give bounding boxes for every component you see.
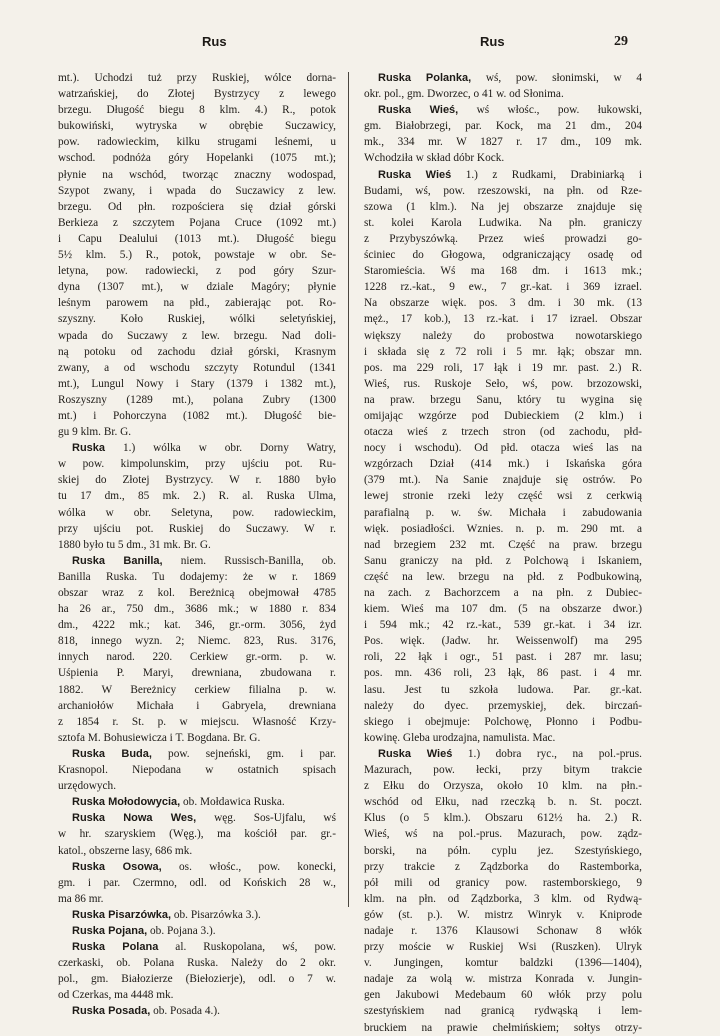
text-line (58, 714, 336, 730)
line-text: gu 9 klm. Br. G. (58, 426, 132, 439)
text-line (58, 987, 336, 1003)
line-text: płynie na wschód, tworząc znaczny wodospad, (58, 168, 336, 181)
line-text: Wchodziła w skład dóbr Kock. (364, 152, 505, 165)
text-line (364, 907, 642, 923)
entry-headword: Ruska Wieś (378, 168, 452, 181)
text-line (58, 537, 336, 553)
text-line (58, 392, 336, 408)
line-text: męż., 17 kob.), 13 rz.-kat. i 17 izrael. Obszar (364, 313, 642, 326)
text-line (58, 826, 336, 842)
text-line (364, 617, 642, 633)
line-text: bruckiem na prawie chełmińskiem; sołtys otrzy- (364, 1021, 642, 1034)
entry-headword: Ruska Buda, (72, 747, 152, 760)
line-text: 818, innego wyzn. 2; Niemc. 823, Rus. 3176, (58, 635, 336, 648)
line-text: Wieś, wś na pol.-prus. Mazurach, pow. ządz- (364, 828, 642, 841)
line-text: Klus (o 5 klm.). Obszaru 612½ ha. 2.) R. (364, 812, 642, 825)
line-text: z Przybyszówką. Przez wieś prowadzi go- (364, 232, 642, 245)
text-line (58, 730, 336, 746)
text-line (58, 601, 336, 617)
text-line (58, 553, 336, 569)
text-line (58, 440, 336, 456)
text-line (364, 778, 642, 794)
line-text: Krasnopol. Niepodana w ostatnich spisach (58, 764, 336, 777)
text-line (364, 521, 642, 537)
line-text: w hr. szaryskiem (Węg.), ma kościół par. gr.- (58, 828, 336, 841)
text-line (364, 440, 642, 456)
text-line (364, 537, 642, 553)
entry-headword: Ruska Polanka, (378, 72, 472, 84)
text-line (364, 360, 642, 376)
text-line (364, 923, 642, 939)
running-header-right: Rus (480, 34, 505, 49)
text-line (364, 698, 642, 714)
text-line (364, 601, 642, 617)
line-text: ob. Posada 4.). (150, 1005, 220, 1018)
line-text: (379 mt.). Na Sanie znajduje się ostrów. Po (364, 474, 642, 487)
line-text: pol., gm. Białozierze (Biełozierje), odl. o 7 w. (58, 973, 336, 986)
text-line (58, 376, 336, 392)
entry-headword: Ruska Posada, (72, 1005, 151, 1018)
text-line (364, 569, 642, 585)
line-text: 5½ klm. 5.) R., potok, powstaje w obr. Se- (58, 249, 336, 262)
line-text: dyna (1307 mt.), w dziale Magóry; płynie (58, 281, 336, 294)
line-text: kowinę. Gleba urodzajna, namulista. Mac. (364, 731, 556, 744)
text-line (364, 488, 642, 504)
line-text: otacza wieś z trzech stron (od zachodu, płd- (364, 426, 642, 439)
text-line (58, 633, 336, 649)
line-text: 1.) dobra ryc., na pol.-prus. (452, 747, 642, 760)
line-text: archaniołów Michała i Gabryela, drewniana (58, 699, 336, 712)
line-text: na praw. brzegu Sanu, który tu wygina się (364, 393, 642, 406)
text-line (364, 987, 642, 1003)
text-line (58, 408, 336, 424)
line-text: ob. Pisarzówka 3.). (171, 908, 261, 921)
text-line (58, 183, 336, 199)
text-line (58, 263, 336, 279)
line-text: na zach. z Bachorzcem a na płn. z Dubiec- (364, 587, 642, 599)
text-line (364, 102, 642, 118)
line-text: ma 86 mr. (58, 892, 104, 905)
line-text: nad brzegiem 232 mt. Część na praw. brzegu (364, 538, 642, 551)
text-line (58, 311, 336, 327)
line-text: innych narod. 220. Cerkiew gr.-orm. p. w. (58, 651, 336, 664)
text-line (58, 295, 336, 311)
line-text: 1228 rz.-kat., 9 ew., 7 gr.-kat. i 369 izrael. (364, 281, 642, 294)
text-line (58, 1003, 336, 1019)
line-text: st. kolei Karola Ludwika. Na płn. graniczy (364, 216, 642, 229)
line-text: ha 26 ar., 750 dm., 3686 mk.; w 1880 r. 834 (58, 603, 336, 616)
line-text: niem. Russisch-Banilla, ob. (162, 554, 336, 567)
line-text: mt.). Uchodzi tuż przy Ruskiej, wólce dorna- (58, 72, 336, 84)
text-line (364, 328, 642, 344)
line-text: ściniec do Głogowa, odgraniczający osadę od (364, 249, 642, 262)
line-text: i Capu Dealului (1013 mt.). Długość biegu (58, 232, 336, 245)
text-line (58, 86, 336, 102)
line-text: Budami, wś, pow. rzeszowski, na płn. od Rze- (364, 184, 642, 197)
text-line (58, 955, 336, 971)
text-line (364, 730, 642, 746)
line-text: pow. radowieckim, kilku strugami leśnemi, u (58, 136, 336, 149)
line-text: 1880 było tu 5 dm., 31 mk. Br. G. (58, 538, 211, 551)
text-line (58, 134, 336, 150)
line-text: z Ełku do Orzysza, około 10 klm. na płn.- (364, 780, 642, 793)
line-text: roli, 22 łąk i ogr., 51 past. i 287 mr. lasu; (364, 651, 642, 664)
text-line (58, 649, 336, 665)
text-line (58, 150, 336, 166)
line-text: przy moście w Ruskiej Wsi (Ruszken). Ulryk (364, 941, 642, 954)
line-text: Szypot zwany, i wpada do Suczawicy z lew. (58, 184, 336, 197)
text-line (58, 843, 336, 859)
line-text: Na obszarze więk. pos. 3 dm. i 30 mk. (13 (364, 297, 642, 310)
line-text: leśnym parowem na płd., zabierając pot. Ro- (58, 297, 336, 310)
right-text-column (364, 70, 642, 1036)
text-line (58, 456, 336, 472)
line-text: szyszny. Koło Ruskiej, wólki seletyńskiej, (58, 313, 336, 326)
line-text: kiem. Wieś ma 107 dm. (5 na obszarze dwor.) (364, 603, 642, 616)
text-line (364, 279, 642, 295)
line-text: v. Jungingen, komtur baldzki (1396—1404), (364, 957, 642, 970)
line-text: zwany, a od wschodu szczyty Rotundul (1341 (58, 361, 336, 374)
line-text: od Czerkas, ma 4448 mk. (58, 989, 174, 1002)
line-text: sztofa M. Bohusiewicza i T. Bogdana. Br. G. (58, 731, 261, 744)
text-line (364, 665, 642, 681)
text-line (364, 891, 642, 907)
line-text: mt.), Lungul Nowy i Stary (1379 i 1382 mt.), (58, 377, 336, 390)
text-line (364, 424, 642, 440)
text-line (58, 488, 336, 504)
text-line (364, 859, 642, 875)
text-line (58, 424, 336, 440)
line-text: należy do dyec. przemyskiej, dek. birczań- (364, 699, 642, 712)
line-text: w pow. kimpolunskim, przy ujściu pot. Ru- (58, 458, 336, 471)
text-line (58, 102, 336, 118)
text-line (364, 1003, 642, 1019)
text-line (58, 70, 336, 86)
text-line (364, 344, 642, 360)
line-text: nadaje r. 1376 Klausowi Schonaw 8 włók (364, 924, 642, 937)
text-line (364, 247, 642, 263)
line-text: pos. ma 229 roli, 17 łąk i 19 mr. past. 2.) R. (364, 361, 642, 374)
line-text: os. włośc., pow. konecki, (161, 860, 336, 873)
line-text: wólka w obr. Seletyna, pow. radowieckim, (58, 506, 336, 519)
text-line (58, 118, 336, 134)
line-text: tu 17 dm., 85 mk. 2.) R. al. Ruska Ulma, (58, 490, 336, 503)
line-text: wzgórzach Dział (414 mk.) i Iskańska góra (364, 458, 642, 471)
text-line (58, 521, 336, 537)
text-line (364, 167, 642, 183)
line-text: dm., 4222 mk.; kat. 346, gr.-orm. 3056, żyd (58, 619, 336, 632)
column-divider (348, 72, 349, 907)
text-line (364, 843, 642, 859)
text-line (58, 939, 336, 955)
line-text: lasu. Jest tu szkoła ludowa. Par. gr.-kat. (364, 683, 642, 696)
text-line (364, 183, 642, 199)
text-line (364, 553, 642, 569)
line-text: wś włośc., pow. łukowski, (458, 104, 642, 117)
line-text: Sanu graniczy na płd. z Polchową i Iskaniem, (364, 554, 642, 567)
line-text: 1.) wólka w obr. Dorny Watry, (105, 442, 336, 455)
text-line (58, 569, 336, 585)
line-text: Banilla Ruska. Tu dodajemy: że w r. 1869 (58, 570, 336, 583)
line-text: przy trakcie z Ządzborka do Rastemborka, (364, 860, 642, 873)
text-line (58, 247, 336, 263)
page-number: 29 (614, 34, 628, 49)
line-text: Berkieza z szczytem Pojana Cruce (1092 mt.) (58, 216, 336, 229)
entry-headword: Ruska Nowa Wes, (72, 812, 197, 825)
text-line (58, 682, 336, 698)
text-line (364, 215, 642, 231)
text-line (364, 472, 642, 488)
text-line (364, 826, 642, 842)
line-text: nocy i wschodu). Od płd. otacza wieś las na (364, 442, 642, 455)
running-header-left: Rus (202, 34, 227, 49)
line-text: węg. Sos-Ujfalu, wś (196, 812, 336, 825)
line-text: przy ujściu pot. Ruskiej do Suczawy. W r. (58, 522, 336, 535)
text-line (364, 810, 642, 826)
text-line (364, 150, 642, 166)
line-text: wś, pow. słonimski, w 4 (471, 72, 642, 84)
text-line (364, 376, 642, 392)
line-text: gen Jakubowi Medebaum 60 włók przy polu (364, 989, 642, 1002)
text-line (58, 231, 336, 247)
line-text: skiej do Złotej Bystrzycy. W r. 1880 było (58, 474, 336, 487)
text-line (58, 167, 336, 183)
text-line (58, 328, 336, 344)
text-line (58, 891, 336, 907)
entry-headword: Ruska Pisarzówka, (72, 908, 172, 921)
text-line (364, 955, 642, 971)
line-text: Wieś, rus. Ruskoje Seło, wś, pow. brzozowski, (364, 377, 642, 390)
text-line (58, 778, 336, 794)
text-line (364, 794, 642, 810)
line-text: ob. Mołdawica Ruska. (180, 796, 285, 809)
text-line (364, 199, 642, 215)
line-text: lewej stronie rzeki leży część wsi z cerkwią (364, 490, 642, 503)
text-line (58, 585, 336, 601)
line-text: brzegu. Długość biegu 8 klm. 4.) R., potok (58, 104, 336, 117)
text-line (58, 665, 336, 681)
line-text: mk., 334 mr. W 1827 r. 17 dm., 109 mk. (364, 136, 642, 149)
text-line (364, 70, 642, 86)
text-line (58, 762, 336, 778)
text-line (58, 875, 336, 891)
line-text: urzędowych. (58, 780, 117, 793)
line-text: pos. mn. 436 roli, 23 łąk, 86 past. i 4 mr. (364, 667, 642, 680)
text-line (364, 971, 642, 987)
line-text: gów (st. p.). W. mistrz Winryk v. Kniprode (364, 908, 642, 921)
line-text: obszar wraz z kol. Bereżnicą obejmował 4785 (58, 587, 336, 599)
line-text: Mazurach, pow. łecki, przy bitym trakcie (364, 764, 642, 777)
text-line (58, 617, 336, 633)
text-line (364, 682, 642, 698)
line-text: Roszyszny (1289 mt.), polana Zubry (1300 (58, 393, 336, 406)
text-line (58, 794, 336, 810)
entry-headword: Ruska Banilla, (72, 554, 163, 567)
text-line (58, 215, 336, 231)
text-line (364, 118, 642, 134)
line-text: parafialną p. w. św. Michała i zabudowania (364, 506, 642, 519)
text-line (58, 907, 336, 923)
line-text: bukowiński, wytryska w obrębie Suczawicy, (58, 120, 336, 133)
line-text: brzegu. Od płn. rozpościera się dział górski (58, 200, 336, 213)
line-text: al. Ruskopolana, wś, pow. (158, 941, 336, 954)
line-text: skiego i obejmuje: Polchowę, Płonno i Podbu- (364, 715, 642, 728)
line-text: pow. sejneński, gm. i par. (151, 747, 336, 760)
text-line (364, 649, 642, 665)
text-line (364, 392, 642, 408)
line-text: okr. pol., gm. Dworzec, o 41 w. od Słonima. (364, 88, 564, 101)
text-line (364, 408, 642, 424)
line-text: pół mili od granicy pow. rastemborskiego, 9 (364, 876, 642, 889)
line-text: czerkaski, ob. Polana Ruska. Należy do 2 okr. (58, 957, 336, 970)
text-line (364, 585, 642, 601)
text-line (364, 633, 642, 649)
line-text: letyna, pow. radowiecki, z pod góry Szur- (58, 265, 336, 278)
line-text: wpada do Suczawy z lew. brzegu. Nad doli- (58, 329, 336, 342)
left-text-column (58, 70, 336, 1020)
line-text: ob. Pojana 3.). (147, 924, 216, 937)
entry-headword: Ruska Mołodowycia, (72, 796, 181, 809)
text-line (58, 472, 336, 488)
line-text: i 594 mk.; 42 rz.-kat., 539 gr.-kat. i 34 izr. (364, 619, 642, 632)
text-line (58, 971, 336, 987)
line-text: borski, na półn. cyplu jez. Szestyńskiego, (364, 844, 642, 857)
line-text: i składa się z 72 roli i 5 mr. łąk; obszar mn. (364, 345, 642, 358)
line-text: gm. Białobrzegi, par. Kock, ma 21 dm., 204 (364, 120, 642, 133)
line-text: Staromieścia. Wś ma 168 dm. i 1613 mk.; (364, 265, 642, 278)
text-line (364, 231, 642, 247)
entry-headword: Ruska (72, 442, 106, 455)
text-line (58, 859, 336, 875)
text-line (58, 923, 336, 939)
text-line (364, 311, 642, 327)
text-line (364, 714, 642, 730)
line-text: Uśpienia P. Maryi, drewniana, zbudowana r. (58, 667, 336, 680)
line-text: Pos. więk. (Jadw. hr. Weissenwolf) ma 295 (364, 635, 642, 648)
line-text: watrzańskiej, do Złotej Bystrzycy z lewego (58, 88, 336, 101)
text-line (364, 134, 642, 150)
line-text: wschód od Ełku, nad rzeczką b. n. St. poczt. (364, 796, 642, 809)
line-text: 1882. W Bereżnicy cerkiew filialna p. w. (58, 683, 336, 696)
entry-headword: Ruska Pojana, (72, 924, 148, 937)
line-text: szowa (1 klm.). Na jej obszarze znajduje się (364, 200, 642, 213)
line-text: ną potoku od zachodu dział górski, Krasnym (58, 345, 336, 358)
text-line (364, 939, 642, 955)
text-line (364, 263, 642, 279)
line-text: gm. i par. Czermno, odl. od Końskich 28 w., (58, 876, 336, 889)
entry-headword: Ruska Polana (72, 941, 159, 954)
text-line (364, 1020, 642, 1036)
line-text: wschod. podnóża góry Hopelanki (1075 mt.); (58, 152, 336, 165)
line-text: mt.) i Pohorczyna (1082 mt.). Długość bie- (58, 409, 336, 422)
line-text: omijając wzgórze pod Dubieckiem (2 klm.) i (364, 409, 642, 422)
line-text: część na lew. brzegu na płd. z Podbukowiną, (364, 570, 642, 583)
line-text: więk. posiadłości. Wznies. n. p. m. 290 mt. a (364, 522, 642, 535)
entry-headword: Ruska Osowa, (72, 860, 162, 873)
line-text: nadaje za wolą w. mistrza Konrada v. Jungin- (364, 973, 642, 986)
text-line (58, 360, 336, 376)
text-line (58, 344, 336, 360)
text-line (58, 698, 336, 714)
line-text: katol., obszerne lasy, 686 mk. (58, 844, 193, 857)
text-line (58, 810, 336, 826)
text-line (364, 295, 642, 311)
text-line (58, 279, 336, 295)
text-line (58, 746, 336, 762)
entry-headword: Ruska Wieś, (378, 104, 459, 117)
line-text: większy należy do probostwa nowotarskiego (364, 329, 642, 342)
line-text: 1.) z Rudkami, Drabiniarką i (451, 168, 642, 181)
text-line (364, 762, 642, 778)
text-line (364, 456, 642, 472)
line-text: klm. na płn. od Ządzborka, 3 klm. od Rydwą- (364, 892, 642, 905)
line-text: szestyńskiem nad granicą rydwąską i lem- (364, 1005, 642, 1018)
text-line (364, 86, 642, 102)
text-line (58, 505, 336, 521)
text-line (364, 746, 642, 762)
entry-headword: Ruska Wieś (378, 747, 453, 760)
text-line (364, 875, 642, 891)
line-text: z 1854 r. St. p. w miejscu. Własność Krzy- (58, 715, 336, 728)
text-line (58, 199, 336, 215)
text-line (364, 505, 642, 521)
